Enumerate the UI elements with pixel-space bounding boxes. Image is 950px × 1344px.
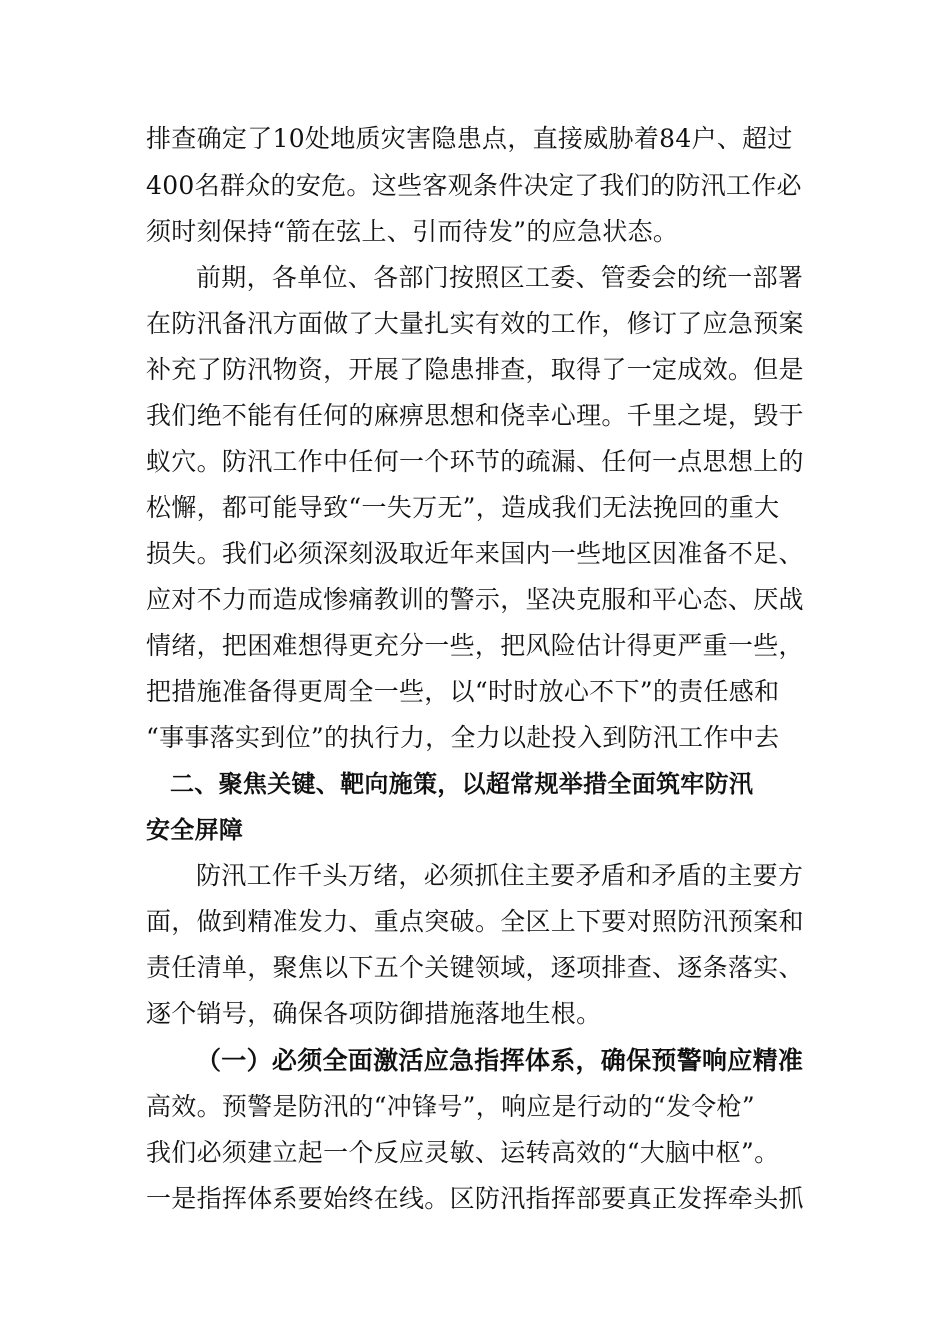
body-line: 在防汛备汛方面做了大量扎实有效的工作，修订了应急预案 (146, 309, 804, 338)
body-line: 补充了防汛物资，开展了隐患排查，取得了一定成效。但是 (146, 355, 804, 384)
paragraph-first-line: 前期，各单位、各部门按照区工委、管委会的统一部署 (196, 263, 804, 292)
body-line: “事事落实到位”的执行力，全力以赴投入到防汛工作中去 (146, 723, 780, 752)
body-line: 一是指挥体系要始终在线。区防汛指挥部要真正发挥牵头抓 (146, 1184, 804, 1213)
body-line: 须时刻保持“箭在弦上、引而待发”的应急状态。 (146, 217, 679, 246)
body-line: 排查确定了10处地质灾害隐患点，直接威胁着84户、超过 (146, 124, 793, 153)
body-line: 责任清单，聚焦以下五个关键领域，逐项排查、逐条落实、 (146, 953, 804, 982)
body-line: 我们必须建立起一个反应灵敏、运转高效的“大脑中枢”。 (146, 1138, 780, 1167)
body-line: 应对不力而造成惨痛教训的警示，坚决克服和平心态、厌战 (146, 585, 804, 614)
body-line: 蚁穴。防汛工作中任何一个环节的疏漏、任何一点思想上的 (146, 447, 804, 476)
subsection-heading: （一）必须全面激活应急指挥体系，确保预警响应精准 (196, 1046, 804, 1075)
body-line: 400名群众的安危。这些客观条件决定了我们的防汛工作必 (146, 171, 802, 200)
body-line: 面，做到精准发力、重点突破。全区上下要对照防汛预案和 (146, 907, 804, 936)
paragraph-first-line: 防汛工作千头万绪，必须抓住主要矛盾和矛盾的主要方 (196, 861, 804, 890)
body-line: 逐个销号，确保各项防御措施落地生根。 (146, 999, 602, 1028)
body-line: 把措施准备得更周全一些，以“时时放心不下”的责任感和 (146, 677, 780, 706)
body-line: 松懈，都可能导致“一失万无”，造成我们无法挽回的重大 (146, 493, 780, 522)
section-heading: 二、聚焦关键、靶向施策，以超常规举措全面筑牢防汛 (170, 770, 754, 798)
body-line: 损失。我们必须深刻汲取近年来国内一些地区因准备不足、 (146, 539, 804, 568)
body-line: 我们绝不能有任何的麻痹思想和侥幸心理。千里之堤，毁于 (146, 401, 804, 430)
section-heading-continued: 安全屏障 (146, 816, 244, 844)
body-line: 高效。预警是防汛的“冲锋号”，响应是行动的“发令枪” (146, 1092, 755, 1121)
body-line: 情绪，把困难想得更充分一些，把风险估计得更严重一些， (146, 631, 804, 660)
